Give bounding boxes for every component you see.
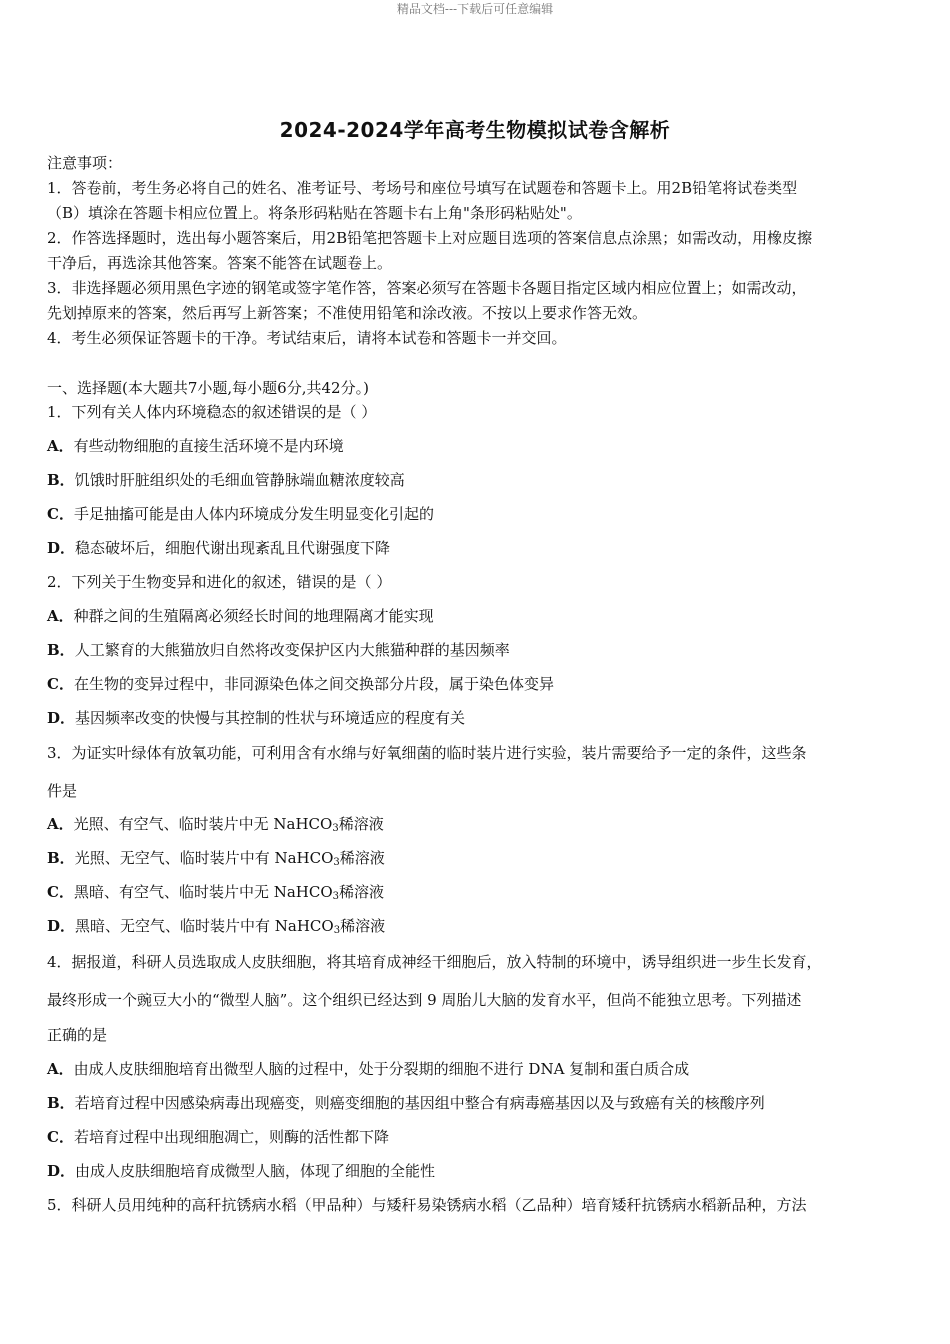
option-a [47, 1058, 689, 1079]
option-text: 由成人皮肤细胞培育出微型人脑的过程中，处于分裂期的细胞不进行 DNA 复制和蛋白质合成 [73, 1060, 690, 1078]
notice-line: 1．答卷前，考生务必将自己的姓名、准考证号、考场号和座位号填写在试题卷和答题卡上。用2B铅笔将试卷类型 [47, 179, 798, 197]
option-label: D． [47, 539, 76, 557]
subscript: 3 [333, 857, 340, 868]
question-stem: 1．下列有关人体内环境稳态的叙述错误的是（ ） [47, 403, 377, 421]
option-d [47, 1160, 435, 1181]
subscript: 3 [332, 823, 339, 834]
notice-line: 先划掉原来的答案，然后再写上新答案；不准使用铅笔和涂改液。不按以上要求作答无效。 [47, 304, 648, 322]
option-text-suffix: 稀溶液 [340, 917, 386, 935]
option-text-suffix: 稀溶液 [339, 883, 385, 901]
subscript: 3 [332, 891, 340, 902]
option-d [47, 707, 465, 728]
option-text: 黑暗、有空气、临时装片中无 NaHCO [73, 883, 333, 901]
option-label: A． [47, 437, 74, 455]
option-label: B． [47, 849, 75, 867]
option-label: C． [47, 1128, 74, 1146]
option-label: A． [47, 607, 74, 625]
option-text: 黑暗、无空气、临时装片中有 NaHCO [75, 917, 334, 935]
notice-line: 3．非选择题必须用黑色字迹的钢笔或签字笔作答，答案必须写在答题卡各题目指定区域内相应位置上；如需改动， [47, 279, 807, 297]
option-c [47, 673, 554, 694]
option-label: D． [47, 709, 76, 727]
option-label: D． [47, 1162, 76, 1180]
question-stem-cont: 件是 [47, 782, 78, 800]
exam-title: 2024-2024学年高考生物模拟试卷含解析 [279, 118, 671, 142]
question-stem-cont: 最终形成一个豌豆大小的“微型人脑”。这个组织已经达到 9 周胎儿大脑的发育水平，但尚不能独立思考。下列描述 [47, 991, 802, 1009]
option-label: B． [47, 1094, 75, 1112]
option-text: 若培育过程中出现细胞凋亡，则酶的活性都下降 [73, 1128, 389, 1146]
notice-line: （B）填涂在答题卡相应位置上。将条形码粘贴在答题卡右上角"条形码粘贴处"。 [47, 204, 582, 222]
question-stem: 3．为证实叶绿体有放氧功能，可利用含有水绵与好氧细菌的临时装片进行实验，装片需要给予一定的条件，这些条 [47, 744, 807, 762]
option-b [47, 1092, 765, 1113]
option-text: 饥饿时肝脏组织处的毛细血管静脉端血糖浓度较高 [74, 471, 405, 489]
option-text: 由成人皮肤细胞培育成微型人脑，体现了细胞的全能性 [75, 1162, 436, 1180]
option-text-suffix: 稀溶液 [339, 849, 385, 867]
page-header-note: 精品文档---下载后可任意编辑 [396, 2, 554, 16]
question-stem-cont: 正确的是 [47, 1026, 108, 1044]
option-text: 光照、无空气、临时装片中有 NaHCO [74, 849, 334, 867]
option-b [47, 639, 510, 660]
option-text: 光照、有空气、临时装片中无 NaHCO [73, 815, 333, 833]
option-a [47, 813, 384, 834]
option-c [47, 503, 434, 524]
notice-line: 2．作答选择题时，选出每小题答案后，用2B铅笔把答题卡上对应题目选项的答案信息点涂黑；如需改动，用橡皮擦 [47, 229, 813, 247]
option-text: 基因频率改变的快慢与其控制的性状与环境适应的程度有关 [75, 709, 466, 727]
option-text-suffix: 稀溶液 [338, 815, 384, 833]
option-label: D． [47, 917, 76, 935]
option-label: A． [47, 1060, 74, 1078]
option-c [47, 1126, 389, 1147]
option-b [47, 469, 405, 490]
option-label: C． [47, 505, 74, 523]
question-stem: 5．科研人员用纯种的高秆抗锈病水稻（甲品种）与矮秆易染锈病水稻（乙品种）培育矮秆抗锈病水稻新品种，方法 [47, 1196, 807, 1214]
option-a [47, 435, 344, 456]
option-c [47, 881, 384, 902]
option-label: C． [47, 675, 74, 693]
notice-line: 干净后，再选涂其他答案。答案不能答在试题卷上。 [47, 254, 393, 272]
option-d [47, 915, 385, 936]
option-text: 若培育过程中因感染病毒出现癌变，则癌变细胞的基因组中整合有病毒癌基因以及与致癌有关的核酸序列 [74, 1094, 765, 1112]
option-text: 人工繁育的大熊猫放归自然将改变保护区内大熊猫种群的基因频率 [74, 641, 510, 659]
option-label: B． [47, 471, 75, 489]
option-text: 手足抽搐可能是由人体内环境成分发生明显变化引起的 [73, 505, 434, 523]
option-text: 有些动物细胞的直接生活环境不是内环境 [73, 437, 344, 455]
option-a [47, 605, 434, 626]
option-text: 种群之间的生殖隔离必须经长时间的地理隔离才能实现 [73, 607, 434, 625]
section-heading: 一、选择题(本大题共7小题,每小题6分,共42分。) [47, 379, 369, 397]
notice-heading: 注意事项： [47, 154, 123, 172]
subscript: 3 [333, 925, 341, 936]
option-b [47, 847, 385, 868]
option-label: C． [47, 883, 74, 901]
option-label: A． [47, 815, 74, 833]
question-stem: 4．据报道，科研人员选取成人皮肤细胞，将其培育成神经干细胞后，放入特制的环境中，诱导组织进一步生长发育， [47, 953, 822, 971]
notice-line: 4．考生必须保证答题卡的干净。考试结束后，请将本试卷和答题卡一并交回。 [47, 329, 567, 347]
option-d [47, 537, 390, 558]
option-text: 稳态破坏后，细胞代谢出现紊乱且代谢强度下降 [75, 539, 391, 557]
question-stem: 2．下列关于生物变异和进化的叙述，错误的是（ ） [47, 573, 392, 591]
option-text: 在生物的变异过程中，非同源染色体之间交换部分片段，属于染色体变异 [73, 675, 554, 693]
option-label: B． [47, 641, 75, 659]
